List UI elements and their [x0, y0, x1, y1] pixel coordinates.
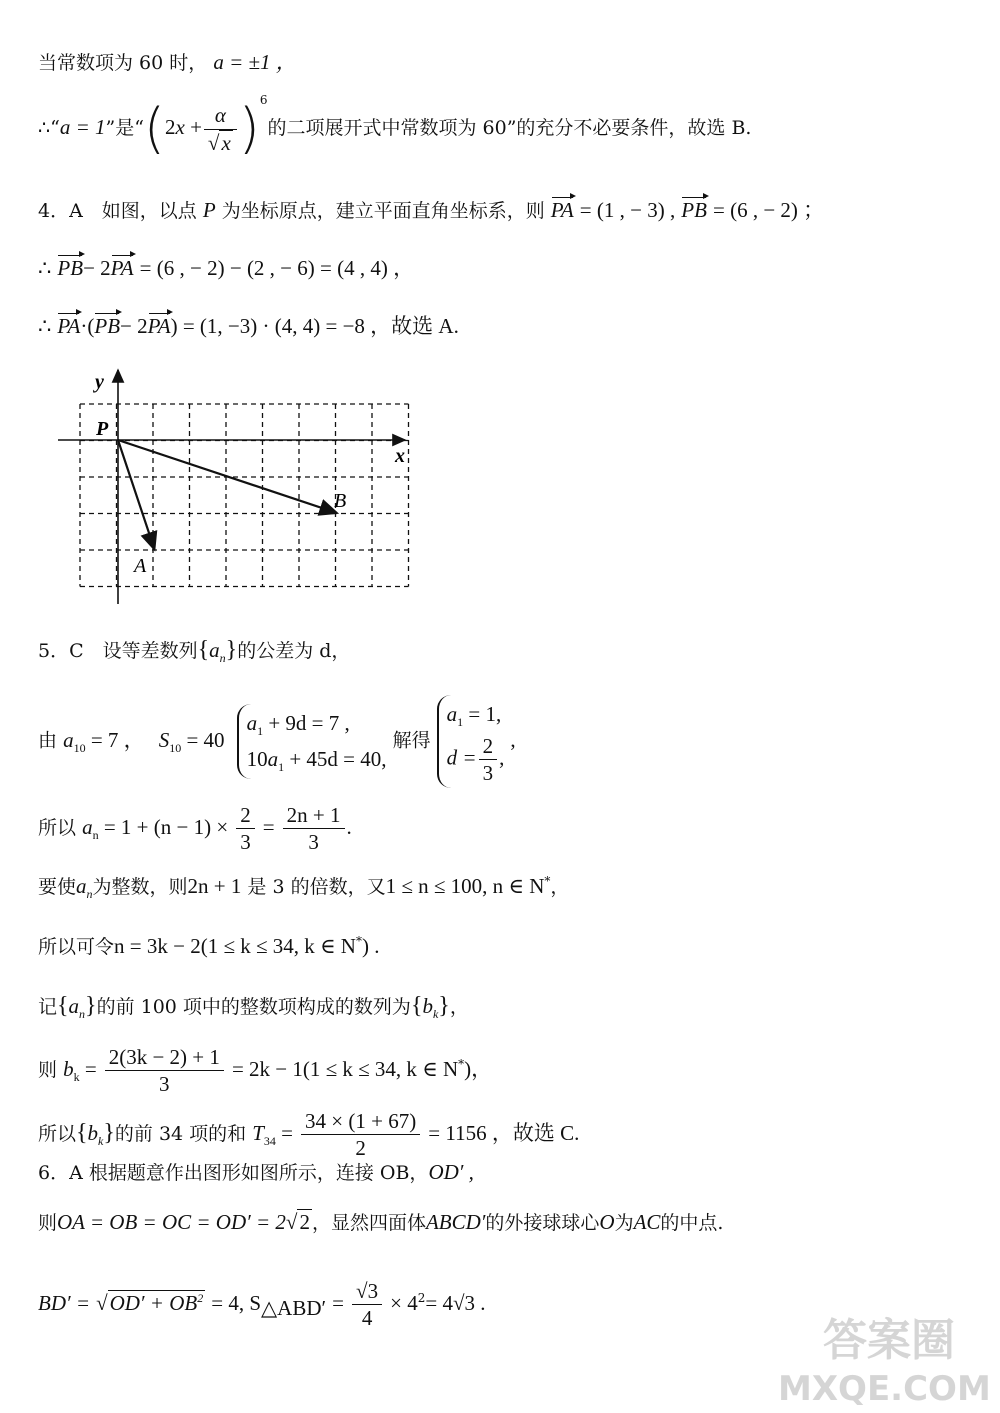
problem-5-sum: 所以$\{b_k\}$的前 34 项的和 $T_{34}$ = $\frac{34 \times (1 + 67)}{2}$ = 1156 ，故选 C. — [38, 1109, 580, 1161]
line-conclusion-b: ∴“a = 1”是“(2x + $\frac{\alpha}{√x}$ )$^6$的二项展开式中常数项为 60”的充分不必要条件，故选 B. — [38, 93, 752, 160]
x-axis-label: x — [395, 445, 405, 467]
point-b-label: B — [334, 490, 347, 512]
text: ∴“ — [38, 117, 60, 139]
problem-5-condition: 要使$a_n$为整数，则2n + 1 是 3 的倍数，又1 ≤ n ≤ 100, n ∈ N*， — [38, 874, 570, 901]
problem-5-general-term: 所以 $a_n = 1 + (n - 1)$ × $\frac{2}{3}$ = $\frac{2n + 1}{3}$ . — [38, 803, 352, 855]
vector-pb: PB — [681, 198, 707, 222]
vector-pa-arrow — [118, 440, 155, 550]
coordinate-figure — [50, 362, 420, 612]
problem-4-answer: ∴ PA·(PB− 2PA) = (1, −3) · (4, 4) = −8 ，故选 A. — [38, 314, 459, 338]
text: ”是“ — [105, 117, 144, 139]
problem-5-system: 由 $a_{10} = 7$ ， $S_{10} = 40$ $a_1 + 9d = 7$ , $10a_1 + 45d = 40$, 解得 $a_1 = 1$, d = $\frac{2}{3}$ , , — [38, 695, 516, 788]
watermark-text: 答案圈 — [823, 1315, 955, 1366]
vector-pb-arrow — [118, 440, 337, 513]
equation: a = 1 — [59, 115, 106, 139]
equation: a = ±1 ， — [213, 50, 297, 74]
problem-4-step: ∴ PB− 2PA = (6 , − 2) − (2 , − 6) = (4 , 4) ， — [38, 256, 415, 280]
fraction: $\frac{\alpha}{√x}$ — [204, 102, 237, 156]
problem-5-bk-formula: 则 $b_k$ = $\frac{2(3k - 2) + 1}{3}$ = 2k − 1(1 ≤ k ≤ 34, k ∈ N*)， — [38, 1045, 493, 1097]
problem-5-intro: 5．C 设等差数列$\{a_n\}$的公差为 d， — [38, 637, 351, 665]
line-constant-term — [38, 52, 297, 73]
text: 当常数项为 60 时， — [38, 52, 208, 74]
watermark-url: MXQE.COM — [778, 1369, 988, 1405]
equation-system: $a_1 + 9d = 7$ , $10a_1 + 45d = 40$, — [237, 704, 387, 779]
point-a-label: A — [134, 555, 147, 577]
problem-6-intro: 6．A 根据题意作出图形如图所示，连接 OB，OD′ , — [38, 1160, 474, 1184]
watermark-logo — [718, 1305, 988, 1405]
dashed-grid — [80, 404, 409, 587]
problem-4-intro: 4．A 如图，以点 P 为坐标原点，建立平面直角坐标系，则 PA = (1 , − 3) , PB = (6 , − 2) ； — [38, 198, 825, 222]
problem-6-area: $BD' = √OD' + OB^2 = 4$, $S_{\triangle ABD'}$ = $\frac{√3}{4}$ × $4^2= 4√3$ . — [38, 1279, 486, 1331]
text: 的二项展开式中常数项为 60”的充分不必要条件，故选 B. — [267, 117, 752, 139]
problem-5-subsequence: 记$\{a_n\}$的前 100 项中的整数项构成的数列为$\{b_k\}$， — [38, 993, 469, 1021]
y-axis-label: y — [95, 371, 104, 393]
vector-pa: PA — [550, 198, 574, 222]
problem-5-substitution: 所以可令n = 3k − 2(1 ≤ k ≤ 34, k ∈ N*) . — [38, 934, 380, 958]
problem-6-radius: 则OA = OB = OC = OD′ = 2√2 ，显然四面体ABCD′的外接球球心O为AC的中点. — [38, 1210, 724, 1234]
solution-system: $a_1 = 1$, d = $\frac{2}{3}$ , — [437, 695, 505, 788]
point-p-label: P — [96, 418, 109, 440]
